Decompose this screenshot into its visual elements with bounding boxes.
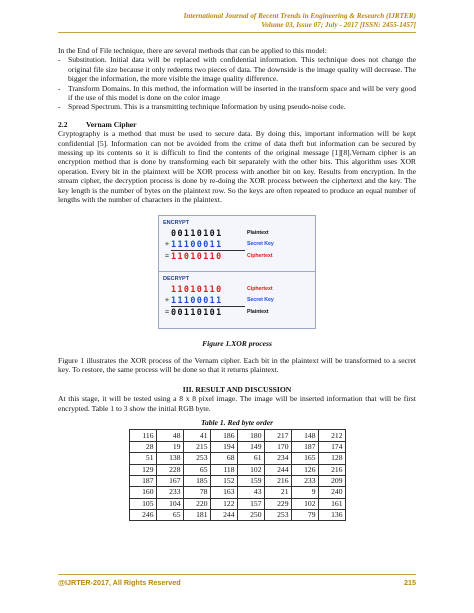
table-cell: 19 <box>156 441 183 452</box>
table-cell: 122 <box>210 498 237 509</box>
table-cell: 157 <box>237 498 264 509</box>
intro-paragraph: In the End of File technique, there are several methods that can be applied to this model: <box>58 46 327 55</box>
section-heading <box>58 120 416 129</box>
list-item: - Substitution. Initial data will be replaced with confidential information. This technique does not change the original file size because it only redeems two pieces of data. The downside is the image quality will decrease. The bigger the information, the more visible the image quality difference. <box>58 55 416 84</box>
section-title: Vernam Cipher <box>86 119 137 129</box>
table-cell: 187 <box>291 441 318 452</box>
encrypt-title: ENCRYPT <box>163 219 190 226</box>
xor-row <box>163 228 311 239</box>
encrypt-panel <box>159 216 315 272</box>
xor-figure <box>158 215 316 329</box>
table-cell: 253 <box>183 453 210 464</box>
vernam-paragraph: Cryptography is a method that must be used to secure data. By doing this, important information will be kept confidential [5]. Information can not be avoided from the crime of data theft but information can be secured by messing up its contents so it is difficult to find the contents of the original message [1][8].Vernam cipher is an encryption method that is done by transforming each bit separately with the other bits. This algorithm uses XOR operation. Every bit in the plaintext will be XOR process with another bit on key. Results from encryption. In the stream cipher, the decryption process is done by re-doing the XOR process between the ciphertext and the key. The key length is the number of bytes on the plaintext row. So the keys are often repeated to produce an equal number of lengths with the number of characters in the plaintext. <box>58 129 416 205</box>
figure-caption: Figure 1.XOR process <box>202 338 272 348</box>
journal-issue: Volume 03, Issue 07; July - 2017 [ISSN: 2455-1457] <box>261 21 416 29</box>
table-row <box>129 498 345 509</box>
table-cell: 78 <box>183 487 210 498</box>
xor-row <box>163 251 311 262</box>
xor-row <box>163 239 311 250</box>
table-cell: 68 <box>210 453 237 464</box>
table-cell: 126 <box>291 464 318 475</box>
journal-header <box>184 12 416 30</box>
table-cell: 240 <box>318 487 345 498</box>
table-cell: 233 <box>156 487 183 498</box>
table-row <box>129 464 345 475</box>
table-cell: 185 <box>183 475 210 486</box>
bit-string: 11010110 <box>171 250 223 261</box>
bit-string: 11100011 <box>171 294 223 305</box>
bit-string: 00110101 <box>171 227 223 238</box>
table-cell: 9 <box>291 487 318 498</box>
table-cell: 167 <box>156 475 183 486</box>
page-content <box>58 46 416 521</box>
header-divider <box>58 32 416 33</box>
table-cell: 253 <box>264 510 291 521</box>
table-cell: 181 <box>183 510 210 521</box>
page-number: 215 <box>404 578 416 587</box>
table-cell: 215 <box>183 441 210 452</box>
table-cell: 152 <box>210 475 237 486</box>
xor-row <box>163 284 311 295</box>
table-cell: 28 <box>129 441 156 452</box>
table-cell: 246 <box>129 510 156 521</box>
table-cell: 186 <box>210 430 237 441</box>
table-cell: 79 <box>291 510 318 521</box>
table-cell: 187 <box>129 475 156 486</box>
table-cell: 136 <box>318 510 345 521</box>
table-caption: Table 1. Red byte order <box>200 417 274 427</box>
table-cell: 65 <box>183 464 210 475</box>
table-row <box>129 453 345 464</box>
table-cell: 170 <box>264 441 291 452</box>
table-cell: 216 <box>264 475 291 486</box>
decrypt-panel <box>159 272 315 328</box>
table-cell: 244 <box>210 510 237 521</box>
bit-label: Plaintext <box>247 308 269 315</box>
bit-label: Plaintext <box>247 229 269 236</box>
bit-label: Ciphertext <box>247 285 273 292</box>
table-cell: 48 <box>156 430 183 441</box>
table-cell: 244 <box>264 464 291 475</box>
results-heading: III. RESULT AND DISCUSSION <box>182 384 292 394</box>
table-cell: 159 <box>237 475 264 486</box>
table-cell: 118 <box>210 464 237 475</box>
table-cell: 234 <box>264 453 291 464</box>
table-cell: 228 <box>156 464 183 475</box>
table-cell: 194 <box>210 441 237 452</box>
table-cell: 129 <box>129 464 156 475</box>
table-cell: 116 <box>129 430 156 441</box>
table-row <box>129 510 345 521</box>
figure-explanation: Figure 1 illustrates the XOR process of the Vernam cipher. Each bit in the plaintext will be transformed to a secret key. To restore, the same process will be done so that it returns plaintext. <box>58 355 416 375</box>
table-cell: 220 <box>183 498 210 509</box>
table-cell: 180 <box>237 430 264 441</box>
page-footer <box>58 578 416 587</box>
table-cell: 233 <box>291 475 318 486</box>
table-cell: 161 <box>318 498 345 509</box>
xor-operator: = <box>164 307 170 316</box>
table-row <box>129 475 345 486</box>
table-cell: 250 <box>237 510 264 521</box>
table-cell: 217 <box>264 430 291 441</box>
bit-string: 11010110 <box>171 283 223 294</box>
table-cell: 51 <box>129 453 156 464</box>
table-cell: 229 <box>264 498 291 509</box>
list-item: - Transform Domains. In this method, the information will be inserted in the transform space and will be very good if the use of this model is done on the color image <box>58 83 416 103</box>
xor-operator: + <box>164 239 170 248</box>
bit-label: Ciphertext <box>247 252 273 259</box>
table-cell: 61 <box>237 453 264 464</box>
table-cell: 105 <box>129 498 156 509</box>
table-cell: 104 <box>156 498 183 509</box>
table-cell: 21 <box>264 487 291 498</box>
table-cell: 138 <box>156 453 183 464</box>
bit-label: Secret Key <box>247 296 274 303</box>
table-row <box>129 487 345 498</box>
xor-row <box>163 295 311 306</box>
journal-title: International Journal of Recent Trends in Engineering & Research (IJRTER) <box>183 12 416 20</box>
table-cell: 43 <box>237 487 264 498</box>
xor-operator: = <box>164 251 170 260</box>
section-number: 2.2 <box>58 119 68 129</box>
table-cell: 209 <box>318 475 345 486</box>
list-item: - Spread Spectrum. This is a transmitting technique Information by using pseudo-noise code. <box>58 102 346 112</box>
copyright: @IJRTER-2017, All Rights Reserved <box>58 578 181 587</box>
table-cell: 148 <box>291 430 318 441</box>
table-row <box>129 430 345 441</box>
table-cell: 102 <box>291 498 318 509</box>
bit-label: Secret Key <box>247 240 274 247</box>
table-row <box>129 441 345 452</box>
table-cell: 149 <box>237 441 264 452</box>
table-cell: 41 <box>183 430 210 441</box>
xor-row <box>163 307 311 318</box>
decrypt-title: DECRYPT <box>163 275 190 282</box>
footer-divider <box>58 574 416 575</box>
table-cell: 212 <box>318 430 345 441</box>
technique-list <box>58 55 416 111</box>
xor-operator: + <box>164 295 170 304</box>
table-cell: 128 <box>318 453 345 464</box>
results-paragraph: At this stage, it will be tested using a 8 x 8 pixel image. The image will be inserted information that will be first encrypted. Table 1 to 3 show the initial RGB byte. <box>58 394 416 413</box>
table-cell: 102 <box>237 464 264 475</box>
table-cell: 160 <box>129 487 156 498</box>
bit-string: 00110101 <box>171 306 223 317</box>
table-cell: 65 <box>156 510 183 521</box>
table-cell: 163 <box>210 487 237 498</box>
table-cell: 216 <box>318 464 345 475</box>
table-cell: 174 <box>318 441 345 452</box>
bit-string: 11100011 <box>171 238 223 249</box>
table-cell: 165 <box>291 453 318 464</box>
red-byte-table <box>129 429 346 521</box>
